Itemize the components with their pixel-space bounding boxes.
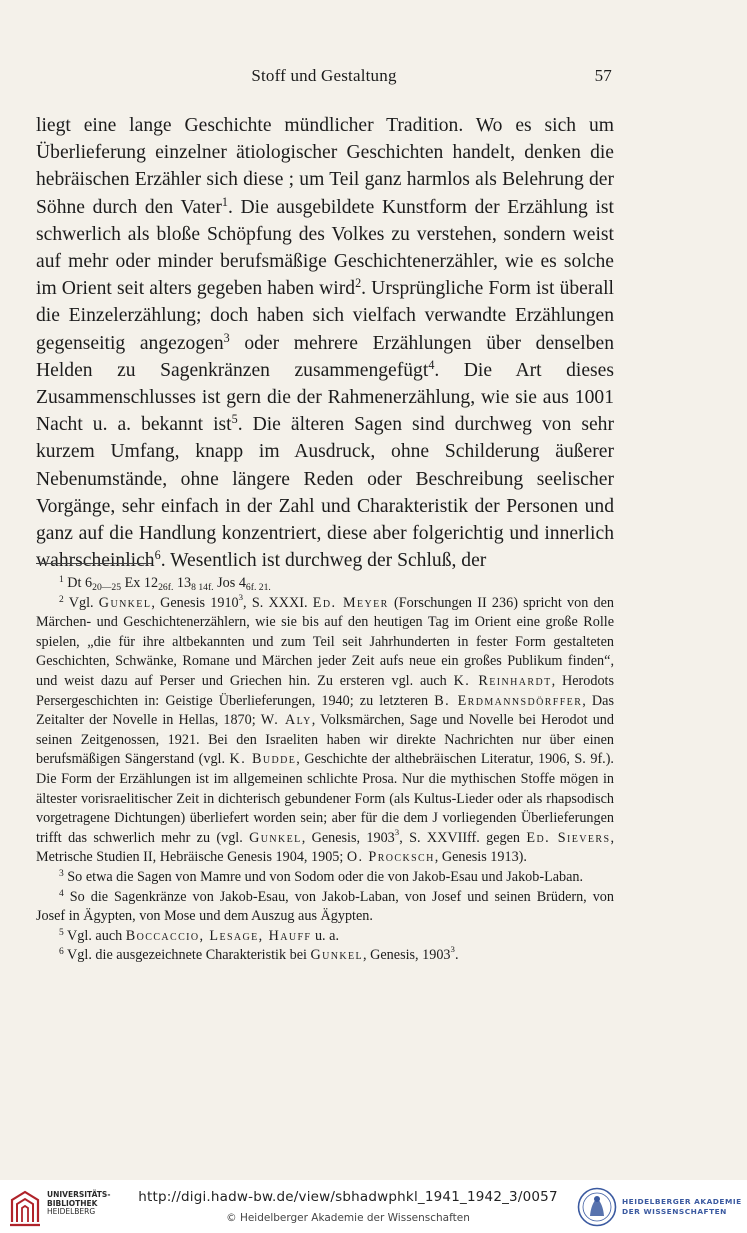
text-run: u. a.	[311, 927, 339, 944]
digitization-footer	[0, 1180, 747, 1233]
ub-city: HEIDELBERG	[47, 1207, 96, 1216]
text-run: , S. XXXI.	[243, 594, 313, 611]
author-name: Boccaccio, Lesage, Hauff	[125, 927, 312, 944]
text-run: , Genesis 1913).	[434, 849, 527, 866]
text-run: .	[454, 947, 459, 964]
author-name: K. Budde	[229, 751, 297, 768]
verse-ref: 8 14f.	[191, 582, 214, 593]
verse-ref: 6f. 21.	[245, 582, 271, 593]
main-text	[36, 112, 614, 574]
academy-name	[622, 1197, 746, 1216]
text-run: , Das Zeitalter der Novelle in Hellas, 1870;	[36, 692, 614, 729]
text-run: . Die Art dieses Zusammenschlusses ist gern die der Rahmenerzählung, wie sie aus 1001 Nacht u. a. bekannt ist	[36, 359, 614, 436]
footnote-3	[36, 868, 614, 888]
author-name: Gunkel	[249, 829, 302, 846]
footnote-number: 1	[59, 575, 64, 585]
text-run: . Die älteren Sagen sind durchweg von sehr kurzem Umfang, knapp im Ausdruck, ohne Schilderung äußerer Nebenumstände, ohne längere Reden oder Beschreibung seelischer Vorgänge, sehr einfach in der Zahl und Charakteristik der Personen und ganz auf die Handlung konzentriert, diese aber folgerichtig und innerlich wahrscheinlich	[36, 414, 614, 572]
footnote-ref: 4	[428, 357, 435, 372]
footnote-ref: 6	[154, 548, 161, 563]
university-library-logo-icon	[8, 1188, 42, 1228]
ub-name: UNIVERSITÄTS- BIBLIOTHEK	[47, 1190, 111, 1208]
text-run: . Ursprüngliche Form ist überall die Einzelerzählung; doch haben sich vielfach verwandte Erzählungen gegenseitig angezogen	[36, 278, 614, 354]
verse-ref: 26f.	[158, 582, 174, 593]
text-run: Jos 4	[213, 575, 246, 591]
academy-name-line: DER WISSENSCHAFTEN	[622, 1206, 727, 1216]
author-name: Ed. Sievers	[526, 829, 611, 846]
author-name: Gunkel	[310, 947, 364, 964]
author-name: O. Procksch	[346, 849, 435, 866]
footnote-ref: 1	[221, 194, 228, 209]
text-run: Vgl.	[68, 594, 99, 611]
footnote-number: 6	[59, 947, 64, 958]
text-run: , Volksmärchen, Sage und Novelle bei Herodot und seinen Zeitgenossen, 1921. Bei den Israeliten haben wir direkte Nachrichten nur über einen berufsmäßigen Sängerstand (vgl.	[36, 712, 614, 768]
author-name: W. Aly	[260, 712, 312, 729]
running-head	[36, 66, 612, 88]
author-name: K. Reinhardt	[453, 672, 552, 689]
text-run: liegt eine lange Geschichte mündlicher Tradition. Wo es sich um Überlieferung einzelner ätiologischer Geschichten handelt, denken die hebräischen Erzähler sich diese ; um Teil ganz harmlos als Belehrung der Söhne durch den Vater	[36, 115, 614, 218]
author-name: Gunkel	[98, 594, 152, 611]
running-title: Stoff und Gestaltung	[251, 66, 397, 85]
text-run: 13	[173, 575, 192, 591]
text-run: So die Sagenkränze von Jakob-Esau, von Jakob-Laban, von Josef und seinen Brüdern, von Josef in Ägypten, von Mose und dem Auszug aus Ägypten.	[36, 888, 614, 925]
text-run: So etwa die Sagen von Mamre und von Sodom oder die von Jakob-Esau und Jakob-Laban.	[67, 868, 584, 885]
text-run: , S. XXVIIff. gegen	[399, 829, 527, 846]
footnote-6	[36, 946, 614, 966]
academy-name-line: HEIDELBERGER AKADEMIE	[622, 1197, 742, 1206]
text-run: , Genesis 1910	[151, 594, 239, 611]
footnote-1	[36, 574, 614, 594]
author-name: B. Erdmannsdörffer	[434, 692, 583, 709]
footnote-number: 2	[59, 594, 64, 605]
copyright-notice: © Heidelberger Akademie der Wissenschaften	[226, 1212, 470, 1224]
text-run: . Wesentlich ist durchweg der Schluß, der	[160, 550, 487, 572]
text-run: , Herodots Persergeschichten in: Geistige Überlieferungen, 1940; zu letzteren	[36, 672, 614, 709]
text-run: Vgl. auch	[67, 927, 126, 944]
verse-ref: 20—25	[92, 582, 122, 593]
author-name: Ed. Meyer	[312, 594, 389, 611]
text-run: , Genesis, 1903	[363, 947, 451, 964]
text-run: oder mehrere Erzählungen über denselben Helden zu Sagenkränzen zusammengefügt	[36, 332, 614, 381]
footnote-5	[36, 927, 614, 947]
text-run: Vgl. die ausgezeichnete Charakteristik bei	[67, 947, 311, 964]
edition-superscript: 3	[238, 591, 244, 602]
text-run: Ex 12	[121, 575, 159, 591]
footnote-ref: 3	[223, 330, 230, 345]
source-url[interactable]: http://digi.hadw-bw.de/view/sbhadwphkl_1941_1942_3/0057	[138, 1189, 558, 1205]
footnote-rule	[36, 563, 152, 564]
text-run: , Genesis, 1903	[301, 829, 395, 846]
text-run: (Forschungen II 236) spricht von den Märchen- und Geschichtenerzählern, wie sie bis auf den heutigen Tag im Orient eine große Rolle spielen, „die für ihre altbekannten und zum Teil seit Jahrhunderten in fester Form gestalteten Geschichten, Schwänke, Romane und Märchen jeder Zeit aufs neue ein großes Publikum finden“, und weist dazu auf Perser und Griechen hin. Zu ersteren vgl. auch	[36, 594, 615, 689]
edition-superscript: 3	[450, 944, 455, 955]
footnote-number: 5	[59, 927, 64, 938]
text-run: , Metrische Studien II, Hebräische Genesis 1904, 1905;	[36, 829, 614, 866]
footnote-2	[36, 591, 615, 868]
text-run: , Geschichte der althebräischen Literatur, 1906, S. 9f.). Die Form der Erzählungen ist im allgemeinen schlichte Prosa. Nur die mythischen Stoffe mögen in ältester vorisraelitischer Zeit in dichterisch gebundener Form (als Kultus-Lieder oder als rhapsodisch vorgetragene Dichtungen) überliefert worden sein; aber für die dem J vorliegenden Überlieferungen trifft das schwerlich mehr zu (vgl.	[36, 751, 614, 846]
footnote-4	[36, 888, 614, 927]
text-run: Dt 6	[67, 575, 93, 591]
text-run: . Die ausgebildete Kunstform der Erzählung ist schwerlich als bloße Schöpfung des Volkes zu verstehen, sondern weist auf mehr oder minder berufsmäßige Geschichtenerzähler, wie es solche im Orient seit alters gegeben haben wird	[36, 196, 614, 300]
university-library-name	[47, 1191, 110, 1217]
paragraph	[36, 112, 614, 574]
footnote-ref: 2	[355, 276, 362, 291]
academy-seal-icon	[577, 1186, 617, 1228]
edition-superscript: 3	[394, 826, 400, 837]
footnotes	[36, 574, 614, 966]
footnote-number: 4	[59, 888, 64, 899]
footnote-ref: 5	[231, 412, 238, 427]
page-number: 57	[594, 66, 612, 85]
footnote-number: 3	[59, 868, 64, 879]
